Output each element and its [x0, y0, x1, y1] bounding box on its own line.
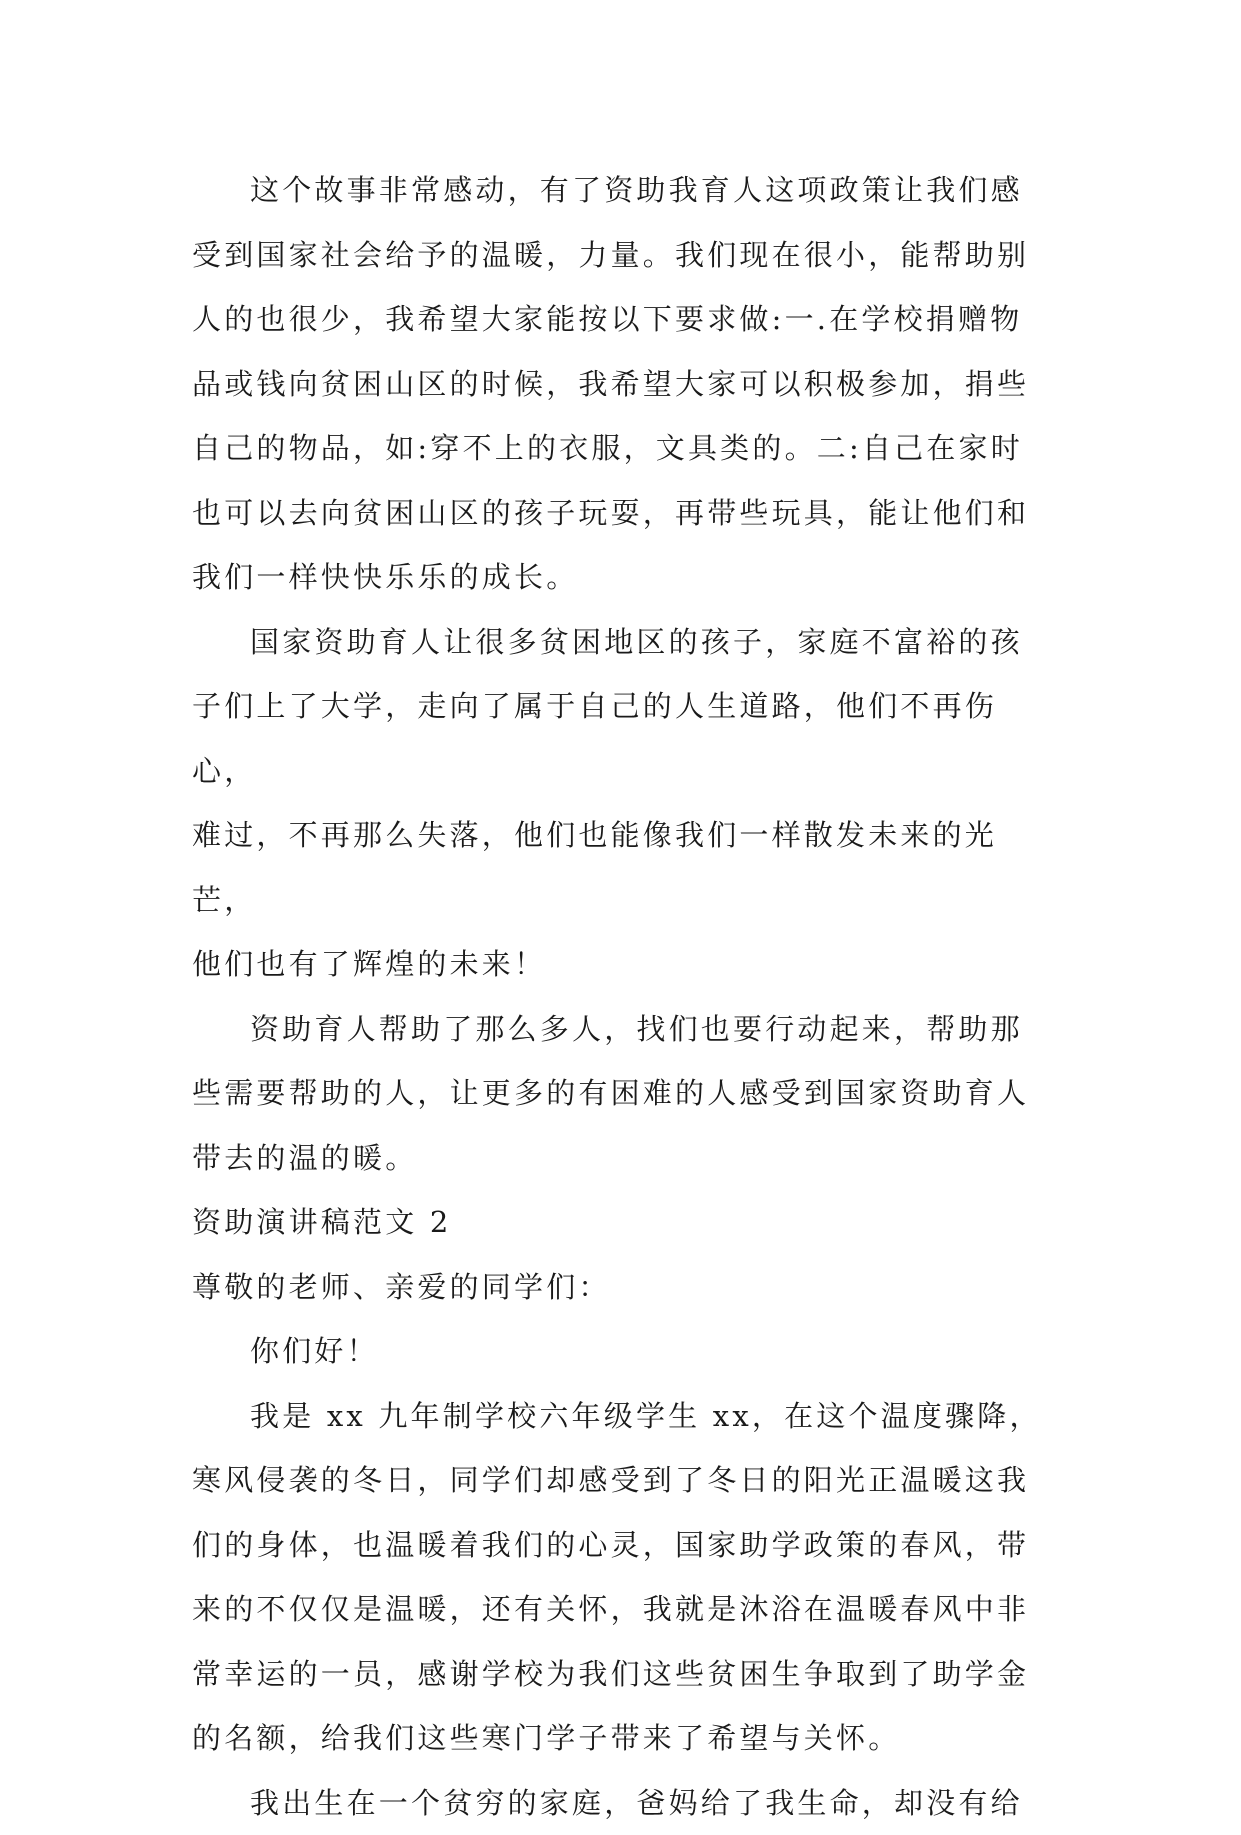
- text-line: 他们也有了辉煌的未来！: [192, 932, 1048, 997]
- text-line: 寒风侵袭的冬日，同学们却感受到了冬日的阳光正温暖这我: [192, 1448, 1048, 1513]
- paragraph-1: [192, 158, 1048, 610]
- paragraph-3: [192, 997, 1048, 1191]
- greeting: 你们好！: [192, 1319, 1048, 1384]
- section-title: 资助演讲稿范文 2: [192, 1190, 1048, 1255]
- text-line: 我出生在一个贫穷的家庭，爸妈给了我生命，却没有给: [192, 1771, 1048, 1835]
- text-line: 受到国家社会给予的温暖，力量。我们现在很小，能帮助别: [192, 223, 1048, 288]
- text-line: 带去的温的暖。: [192, 1126, 1048, 1191]
- text-line: 国家资助育人让很多贫困地区的孩子，家庭不富裕的孩: [192, 610, 1048, 675]
- paragraph-2: [192, 610, 1048, 997]
- paragraph-4: [192, 1384, 1048, 1771]
- text-line: 难过，不再那么失落，他们也能像我们一样散发未来的光芒，: [192, 803, 1048, 932]
- text-line: 自己的物品，如:穿不上的衣服，文具类的。二:自己在家时: [192, 416, 1048, 481]
- text-line: 品或钱向贫困山区的时候，我希望大家可以积极参加，捐些: [192, 352, 1048, 417]
- text-line: 也可以去向贫困山区的孩子玩耍，再带些玩具，能让他们和: [192, 481, 1048, 546]
- text-line: 来的不仅仅是温暖，还有关怀，我就是沐浴在温暖春风中非: [192, 1577, 1048, 1642]
- text-line: 人的也很少，我希望大家能按以下要求做:一.在学校捐赠物: [192, 287, 1048, 352]
- text-line: 常幸运的一员，感谢学校为我们这些贫困生争取到了助学金: [192, 1642, 1048, 1707]
- text-line: 这个故事非常感动，有了资助我育人这项政策让我们感: [192, 158, 1048, 223]
- salutation: 尊敬的老师、亲爱的同学们：: [192, 1255, 1048, 1320]
- document-page: [192, 158, 1048, 1835]
- text-line: 我们一样快快乐乐的成长。: [192, 545, 1048, 610]
- text-line: 资助育人帮助了那么多人，找们也要行动起来，帮助那: [192, 997, 1048, 1062]
- text-line: 些需要帮助的人，让更多的有困难的人感受到国家资助育人: [192, 1061, 1048, 1126]
- paragraph-5: [192, 1771, 1048, 1835]
- text-line: 们的身体，也温暖着我们的心灵，国家助学政策的春风，带: [192, 1513, 1048, 1578]
- text-line: 我是 xx 九年制学校六年级学生 xx，在这个温度骤降，: [192, 1384, 1048, 1449]
- text-line: 子们上了大学，走向了属于自己的人生道路，他们不再伤心，: [192, 674, 1048, 803]
- text-line: 的名额，给我们这些寒门学子带来了希望与关怀。: [192, 1706, 1048, 1771]
